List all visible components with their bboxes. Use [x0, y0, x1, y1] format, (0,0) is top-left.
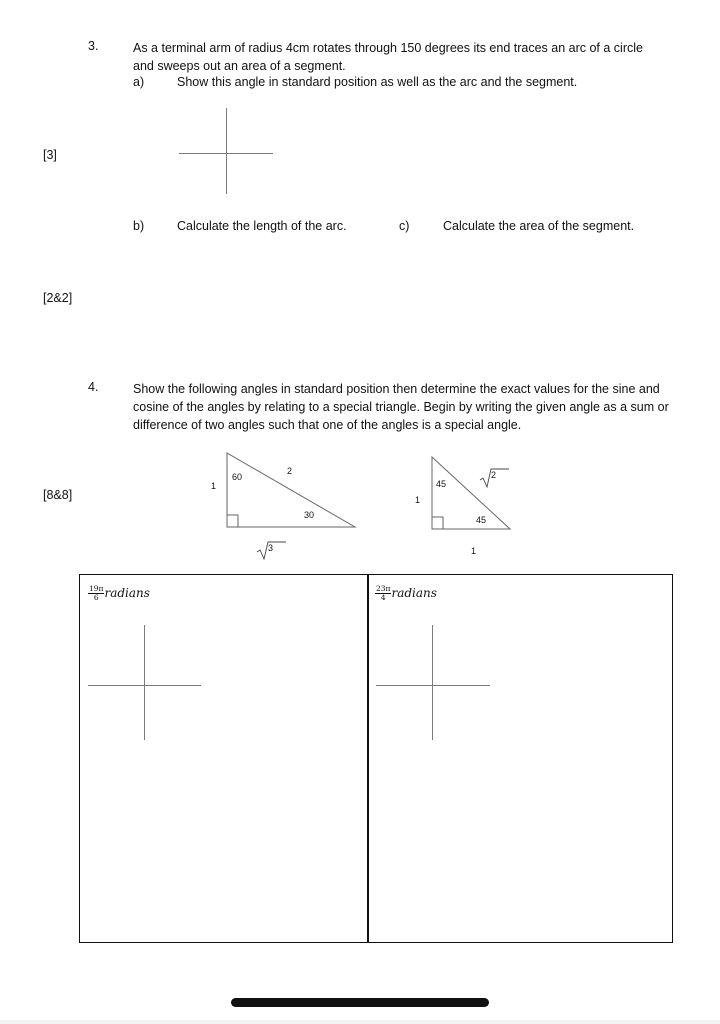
question-3a-label: a) [133, 75, 145, 89]
question-4-number: 4. [88, 380, 99, 394]
answer-right-unit: radians [391, 585, 437, 600]
triangle-45-45-90 [410, 450, 520, 540]
tri1-angle-top: 60 [232, 472, 243, 482]
triangle-30-60-90 [200, 450, 370, 565]
question-3c-label: c) [399, 219, 410, 233]
home-indicator[interactable] [231, 998, 489, 1007]
marks-3a: [3] [43, 148, 57, 162]
question-3b-label: b) [133, 219, 145, 233]
bottom-strip [0, 1020, 720, 1024]
question-3b-text: Calculate the length of the arc. [177, 219, 347, 233]
tri2-angle-top: 45 [436, 479, 447, 489]
tri1-hypotenuse: 2 [287, 466, 293, 476]
axis-horizontal [376, 685, 490, 686]
answer-right-numerator: 23π [376, 584, 391, 593]
answer-right-fraction [375, 585, 391, 602]
tri1-angle-right: 30 [304, 510, 315, 520]
answer-table-divider [367, 574, 369, 943]
question-3-number: 3. [88, 39, 99, 53]
tri2-angle-right: 45 [476, 515, 487, 525]
answer-left-fraction [88, 585, 104, 602]
answer-left-unit: radians [104, 585, 150, 600]
axis-vertical [144, 625, 145, 740]
answer-right-angle [375, 585, 437, 602]
marks-3bc: [2&2] [43, 291, 73, 305]
answer-left-numerator: 19π [89, 584, 104, 593]
question-4-text: Show the following angles in standard position then determine the exact values for the sine and cosine of the angles by relating to a special triangle. Begin by writing the given angle as a sum or difference of two angles such that one of the angles is a special angle. [133, 382, 669, 432]
marks-4: [8&8] [43, 488, 73, 502]
answer-left-angle [88, 585, 150, 602]
tri2-hypotenuse-radicand: 2 [491, 470, 497, 480]
tri2-side-base: 1 [471, 546, 477, 556]
answer-right-denominator: 4 [380, 593, 386, 602]
question-3a-text: Show this angle in standard position as well as the arc and the segment. [177, 75, 578, 89]
axis-vertical [226, 108, 227, 194]
answer-left-denominator: 6 [93, 593, 99, 602]
answer-table [79, 574, 673, 943]
axis-vertical [432, 625, 433, 740]
tri1-base-radicand: 3 [268, 543, 274, 553]
question-3-text: As a terminal arm of radius 4cm rotates through 150 degrees its end traces an arc of a circle and sweeps out an area of a segment. [133, 41, 643, 73]
question-3c-text: Calculate the area of the segment. [443, 219, 635, 233]
tri2-side-vertical: 1 [415, 495, 421, 505]
tri1-side-vertical: 1 [211, 481, 217, 491]
